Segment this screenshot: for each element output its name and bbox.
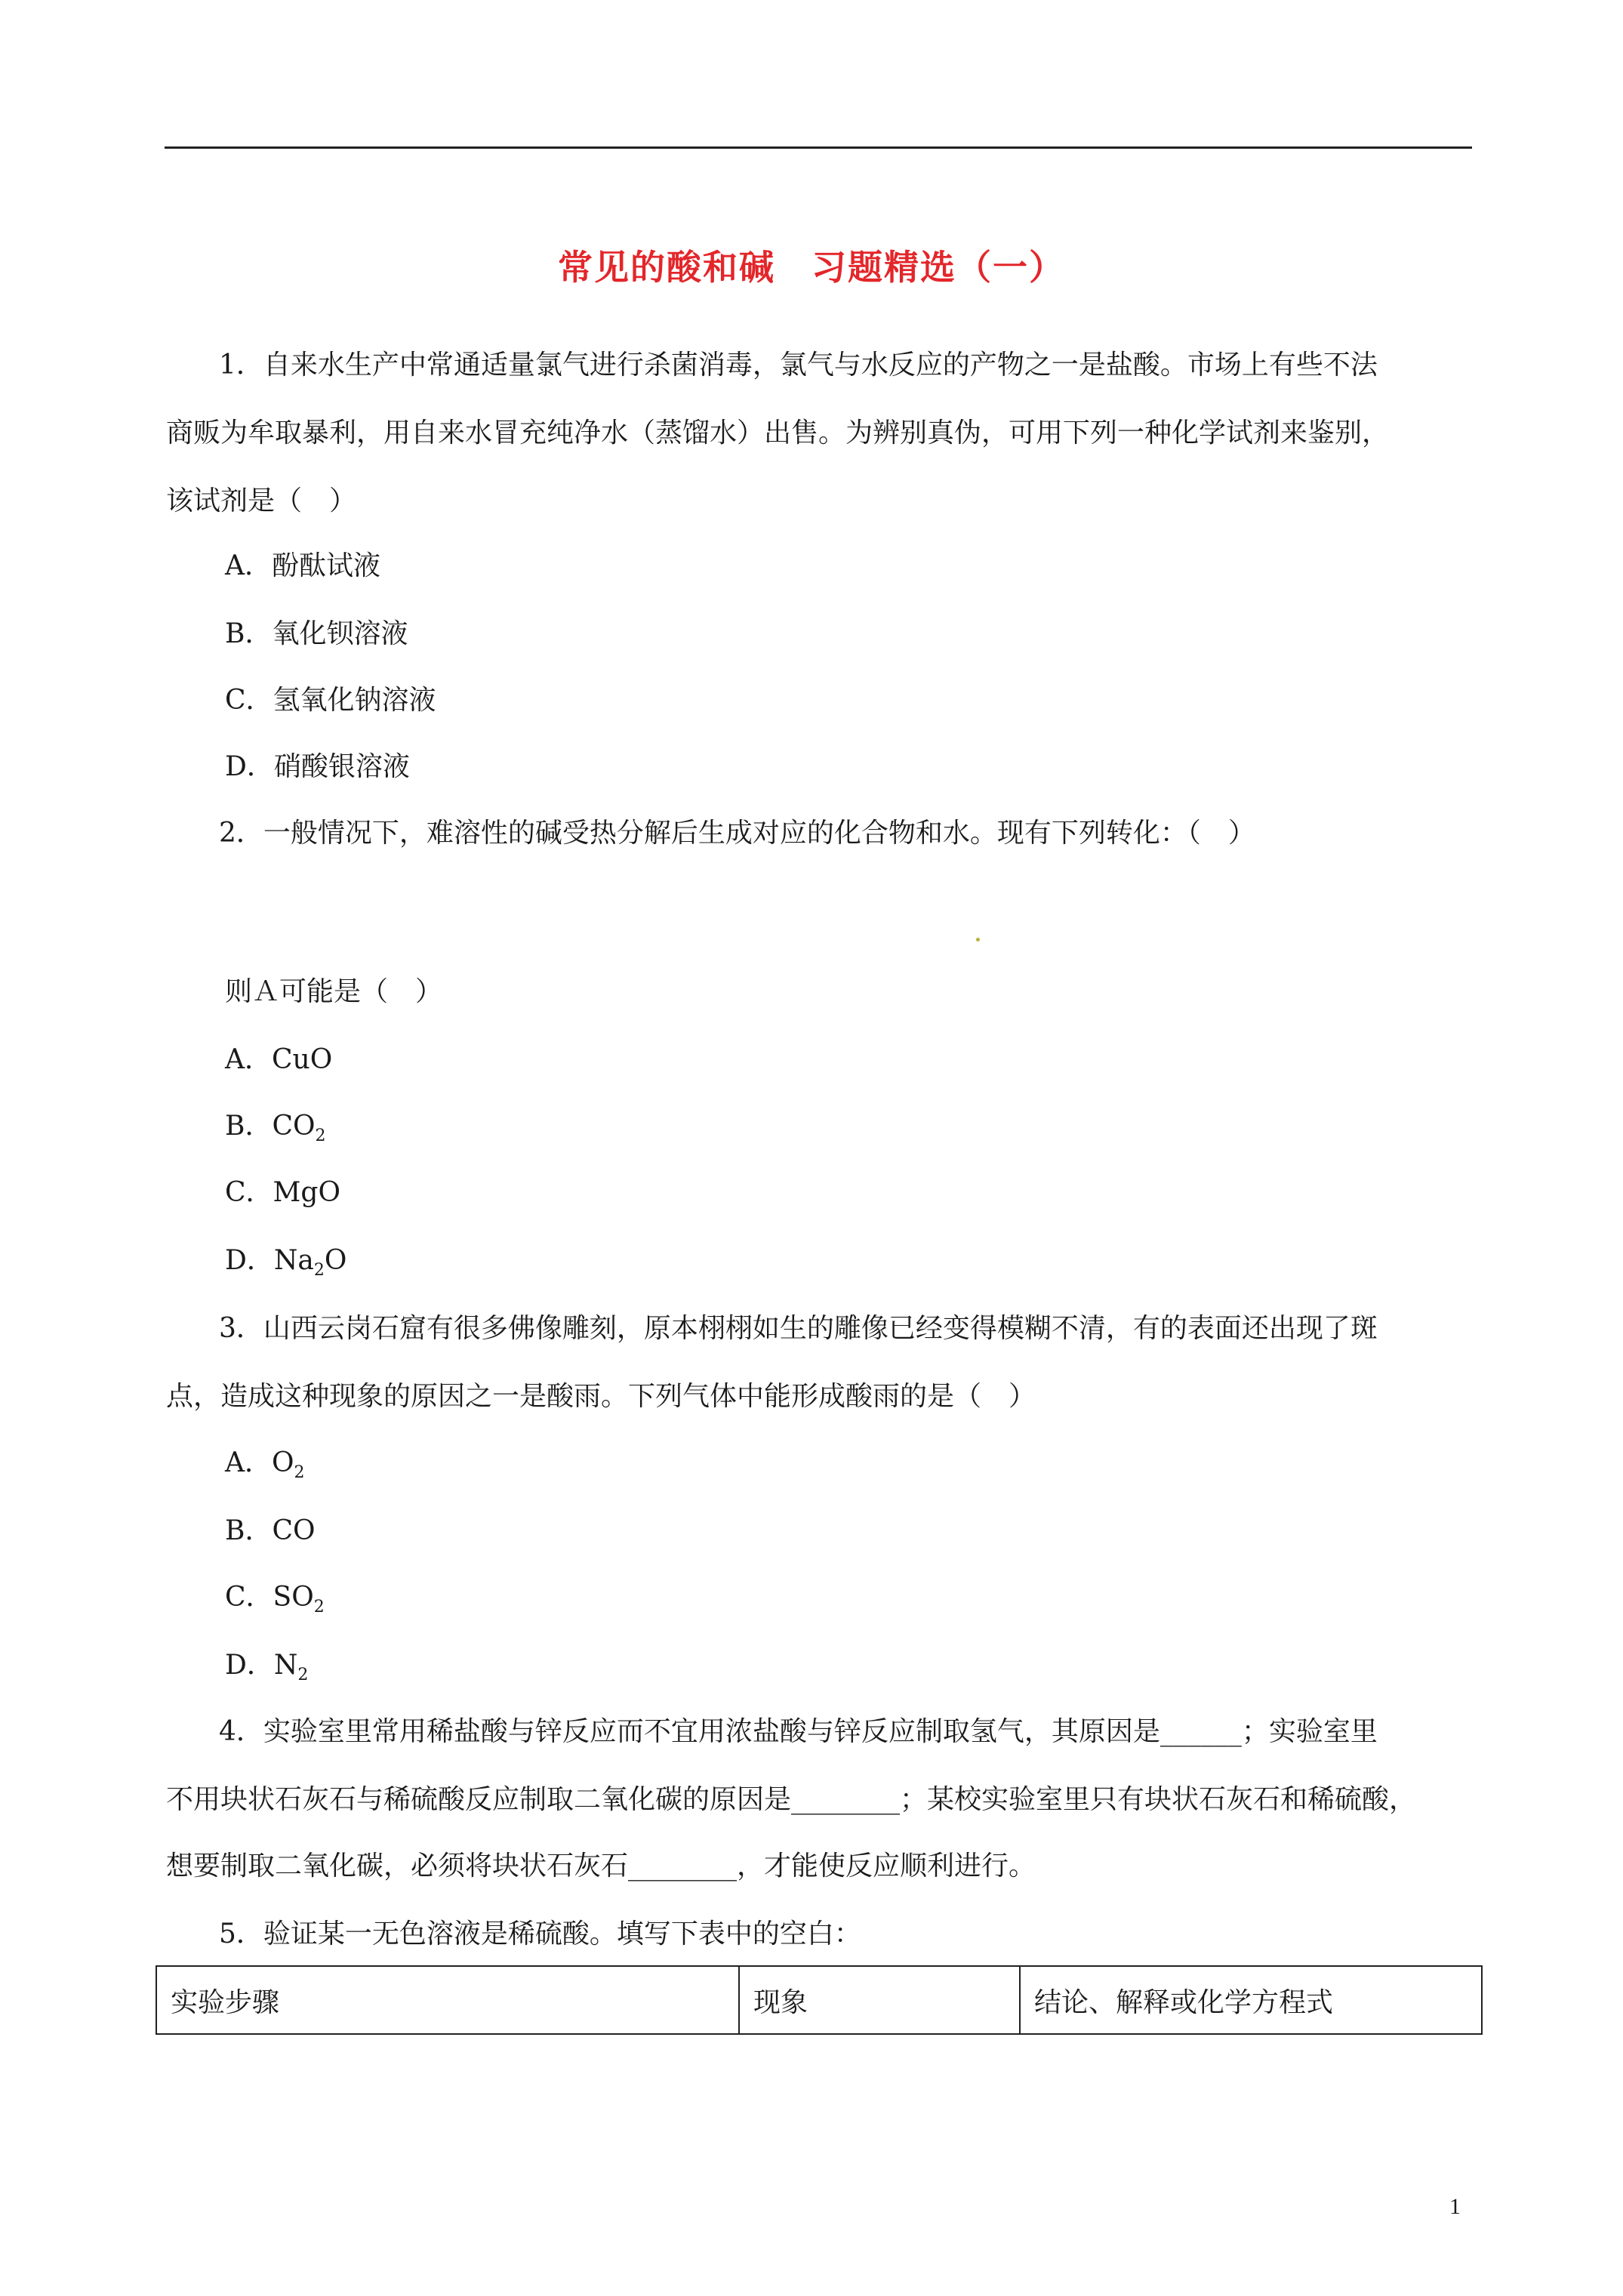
q2-option-d: D．$Na_2O$ <box>225 1245 347 1280</box>
q3-line-1: 3．山西云岗石窟有很多佛像雕刻，原本栩栩如生的雕像已经变得模糊不清，有的表面还出现了斑 <box>219 1313 1378 1344</box>
table-header-row <box>156 1966 1482 2034</box>
q3-line-2: 点，造成这种现象的原因之一是酸雨。下列气体中能形成酸雨的是（ ） <box>166 1381 1036 1412</box>
page-number: 1 <box>1449 2194 1461 2219</box>
q4-line-1: 4．实验室里常用稀盐酸与锌反应而不宜用浓盐酸与锌反应制取氢气，其原因是______；实验室里 <box>219 1716 1378 1747</box>
table-header-phenomenon: 现象 <box>739 1966 1020 2034</box>
table-header-steps: 实验步骤 <box>156 1966 739 2034</box>
header-rule <box>165 146 1472 149</box>
q1-option-a: A．酚酞试液 <box>225 550 380 581</box>
q4-line-2: 不用块状石灰石与稀硫酸反应制取二氧化碳的原因是________；某校实验室里只有块状石灰石和稀硫酸， <box>166 1784 1417 1815</box>
q1-line-3: 该试剂是（ ） <box>166 485 357 516</box>
q3-option-d: D．$N_2$ <box>225 1650 309 1684</box>
q2-option-b: B．$CO_2$ <box>225 1111 326 1145</box>
q2-line-1: 2．一般情况下，难溶性的碱受热分解后生成对应的化合物和水。现有下列转化：（ ） <box>219 818 1255 849</box>
answer-table <box>156 1965 1483 2035</box>
q1-option-c: C．氢氧化钠溶液 <box>225 685 436 716</box>
q3-option-b: B．CO <box>225 1515 316 1546</box>
q1-line-1: 1．自来水生产中常通适量氯气进行杀菌消毒，氯气与水反应的产物之一是盐酸。市场上有些不法 <box>219 350 1378 381</box>
q2-option-a: A．CuO <box>225 1044 333 1075</box>
q1-option-d: D．硝酸银溶液 <box>225 751 410 782</box>
table-header-conclusion: 结论、解释或化学方程式 <box>1020 1966 1482 2034</box>
q4-line-3: 想要制取二氧化碳，必须将块状石灰石________，才能使反应顺利进行。 <box>166 1851 1036 1881</box>
speck-mark <box>976 938 980 942</box>
q1-line-2: 商贩为牟取暴利，用自来水冒充纯净水（蒸馏水）出售。为辨别真伪，可用下列一种化学试剂来鉴别， <box>166 418 1390 448</box>
page-title: 常见的酸和碱 习题精选（一） <box>558 247 1065 288</box>
q1-option-b: B．氧化钡溶液 <box>225 618 408 649</box>
q3-option-a: A．$O_2$ <box>225 1447 305 1482</box>
q3-option-c: C．$SO_2$ <box>225 1582 325 1616</box>
q2-line-2: 则Ａ可能是（ ） <box>225 976 443 1007</box>
q5-line-1: 5．验证某一无色溶液是稀硫酸。填写下表中的空白： <box>219 1918 861 1949</box>
q2-option-c: C．MgO <box>225 1177 340 1208</box>
